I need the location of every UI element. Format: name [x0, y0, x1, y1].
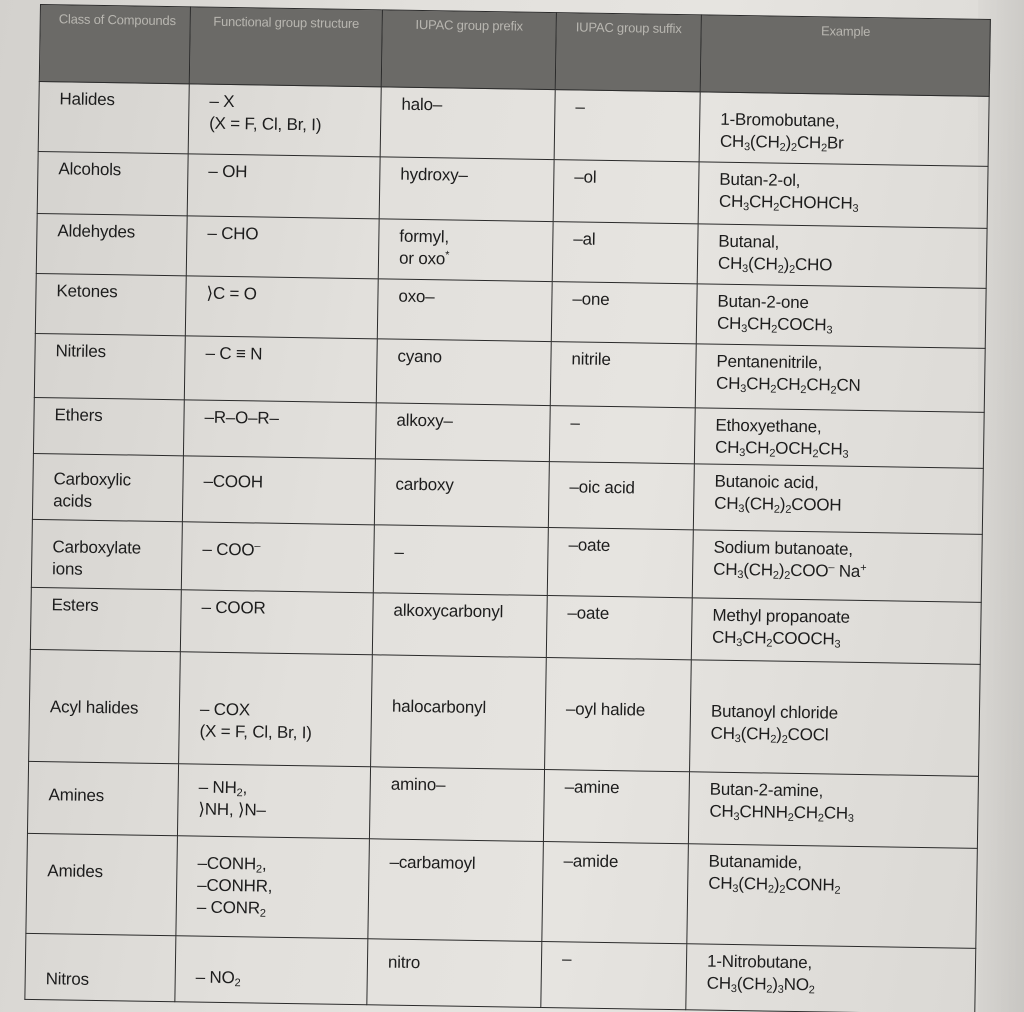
- example-formula: $CH_3CHNH_2CH_2CH_3$: [709, 801, 854, 825]
- functional-groups-table: [24, 4, 991, 1012]
- example-name: Butanamide,: [708, 851, 803, 873]
- prefix-cell: oxo–: [377, 279, 552, 342]
- prefix-cell: hydroxy–: [379, 157, 554, 222]
- example-formula: $CH_3(CH_2)_2CHO$: [717, 253, 833, 276]
- structure-line: (X = F, Cl, Br, I): [208, 113, 322, 135]
- structure-line: –CONHR,: [197, 875, 273, 896]
- example-cell: [686, 944, 976, 1012]
- suffix-cell: [548, 462, 694, 530]
- charge-mark: –: [254, 540, 261, 553]
- structure-cell: – CHO: [186, 216, 379, 279]
- suffix-cell: –ol: [553, 160, 699, 224]
- example-name: Butan-2-one: [717, 291, 809, 313]
- header-structure: Functional group structure: [189, 7, 382, 87]
- header-suffix: IUPAC group suffix: [555, 13, 701, 92]
- suffix-cell: –: [541, 941, 687, 1009]
- example-name: Ethoxyethane,: [715, 415, 822, 437]
- structure-line: ⟩NH, ⟩N–: [198, 799, 266, 820]
- example-formula: $CH_3(CH_2)_2COO^-$ Na+: [713, 559, 867, 582]
- row-amides: [26, 833, 977, 948]
- prefix-cell: alkoxy–: [375, 403, 550, 462]
- suffix-cell: [547, 528, 693, 598]
- example-cell: [692, 530, 982, 603]
- class-line: Amides: [47, 861, 104, 882]
- structure-cell: [179, 652, 373, 767]
- class-cell: [25, 933, 176, 1001]
- suffix-cell: –oate: [546, 596, 692, 660]
- class-cell: Ketones: [35, 273, 186, 335]
- class-cell: [27, 761, 178, 835]
- structure-cell: ⟩C = O: [185, 276, 378, 339]
- example-name: Butan-2-amine,: [709, 779, 824, 801]
- example-cell: [695, 344, 985, 413]
- class-line: Amines: [48, 785, 105, 806]
- class-line: Carboxylate: [52, 537, 142, 558]
- row-acyl-halides: [29, 649, 981, 776]
- structure-line: – X: [209, 91, 235, 112]
- suffix-line: –oic acid: [569, 477, 635, 498]
- header-prefix: IUPAC group prefix: [381, 10, 556, 90]
- example-formula: $CH_3(CH_2)_2CONH_2$: [708, 873, 841, 897]
- class-cell: Alcohols: [37, 151, 188, 215]
- structure-cell: [181, 522, 374, 593]
- prefix-cell: [368, 839, 544, 942]
- example-name: Sodium butanoate,: [713, 537, 854, 559]
- class-line: ions: [51, 559, 83, 579]
- example-cell: [694, 408, 984, 469]
- header-class: Class of Compounds: [39, 5, 190, 84]
- class-line: acids: [53, 491, 93, 511]
- example-cell: [693, 464, 983, 535]
- example-name: Butan-2-ol,: [719, 169, 801, 190]
- suffix-cell: –: [549, 406, 695, 464]
- structure-cell: [175, 936, 368, 1005]
- structure-line: (X = F, Cl, Br, I): [199, 721, 312, 743]
- class-cell: Halides: [38, 81, 189, 153]
- example-name: 1-Nitrobutane,: [706, 951, 813, 973]
- prefix-line: –carbamoyl: [389, 852, 476, 873]
- structure-cell: [182, 456, 375, 525]
- prefix-line: carboxy: [395, 474, 454, 495]
- prefix-cell: halo–: [380, 87, 555, 160]
- example-name: Pentanenitrile,: [716, 351, 823, 373]
- class-line: Acyl halides: [49, 697, 139, 718]
- suffix-cell: [545, 658, 692, 772]
- example-formula: $CH_3(CH_2)_3NO_2$: [706, 973, 815, 997]
- example-formula: $CH_3(CH_2)_2CH_2Br$: [719, 131, 844, 155]
- prefix-cell: alkoxycarbonyl: [372, 593, 547, 658]
- structure-cell: [188, 84, 381, 157]
- structure-cell: – OH: [187, 154, 380, 219]
- suffix-line: –oate: [568, 535, 611, 556]
- structure-line: – COX: [199, 699, 251, 720]
- suffix-cell: –one: [551, 282, 697, 344]
- example-name: Methyl propanoate: [712, 605, 851, 627]
- suffix-cell: –amine: [543, 770, 689, 844]
- prefix-cell: cyano: [376, 339, 551, 406]
- example-formula: $CH_3CH_2OCH_2CH_3$: [714, 437, 849, 461]
- prefix-cell: [378, 219, 553, 282]
- suffix-line: –amide: [563, 851, 619, 872]
- example-cell: [698, 162, 988, 229]
- suffix-cell: –: [554, 90, 700, 162]
- structure-cell: [176, 836, 370, 939]
- example-cell: [696, 284, 986, 349]
- structure-line: – $NO_2$: [195, 967, 241, 990]
- header-row: [39, 5, 990, 97]
- prefix-cell: [367, 939, 542, 1008]
- prefix-text: or oxo: [398, 248, 446, 269]
- footnote-mark: *: [445, 249, 450, 262]
- prefix-line: –: [394, 542, 404, 562]
- example-formula: $CH_3CH_2CH_2CH_2CN$: [715, 373, 861, 397]
- example-formula: $CH_3(CH_2)_2COOH$: [714, 493, 842, 516]
- prefix-cell: amino–: [369, 767, 544, 842]
- class-line: Carboxylic: [53, 469, 132, 490]
- structure-line: $-CONH_2$,: [197, 853, 267, 876]
- prefix-cell: [374, 459, 549, 528]
- example-name: Butanoyl chloride: [710, 701, 839, 723]
- prefix-line: formyl,: [399, 226, 450, 247]
- example-cell: [699, 92, 989, 167]
- class-cell: Aldehydes: [36, 213, 187, 275]
- example-cell: [690, 660, 981, 777]
- structure-cell: – COOR: [180, 590, 373, 655]
- class-line: Nitros: [45, 969, 90, 989]
- header-example: Example: [700, 15, 990, 97]
- suffix-line: –oyl halide: [565, 699, 646, 720]
- structure-text: – COO: [202, 539, 255, 560]
- prefix-line: nitro: [387, 952, 421, 973]
- class-cell: [29, 649, 181, 763]
- example-cell: [691, 598, 981, 665]
- structure-cell: – C ≡ N: [184, 336, 377, 403]
- structure-cell: [177, 764, 370, 839]
- suffix-cell: nitrile: [550, 342, 696, 408]
- example-formula: $CH_3(CH_2)_2COCl$: [710, 723, 829, 746]
- example-name: 1-Bromobutane,: [720, 109, 840, 131]
- example-name: Butanoic acid,: [714, 471, 819, 493]
- example-cell: [688, 772, 978, 849]
- suffix-cell: –al: [552, 222, 698, 284]
- structure-line: [202, 539, 365, 564]
- structure-line: –COOH: [203, 471, 264, 492]
- structure-cell: –R–O–R–: [183, 400, 376, 459]
- row-nitros: [25, 933, 976, 1012]
- prefix-cell: [371, 655, 547, 770]
- structure-line: – $CONR_2$: [196, 897, 266, 920]
- prefix-line: [399, 248, 544, 272]
- example-formula: $CH_3CH_2CHOHCH_3$: [718, 191, 859, 215]
- example-cell: [697, 224, 987, 289]
- class-cell: [26, 833, 178, 935]
- example-cell: [687, 844, 978, 949]
- class-cell: Ethers: [33, 397, 184, 455]
- class-cell: Esters: [30, 587, 181, 651]
- class-cell: Nitriles: [34, 333, 185, 399]
- class-cell: [31, 519, 182, 589]
- example-formula: $CH_3CH_2COCH_3$: [716, 313, 833, 337]
- class-cell: [32, 453, 183, 521]
- prefix-cell: [373, 525, 548, 596]
- example-name: Butanal,: [718, 231, 780, 252]
- suffix-cell: [542, 842, 689, 944]
- example-formula: $CH_3CH_2COOCH_3$: [711, 627, 841, 651]
- prefix-line: halocarbonyl: [391, 696, 487, 718]
- structure-line: – $NH_2$,: [198, 777, 248, 800]
